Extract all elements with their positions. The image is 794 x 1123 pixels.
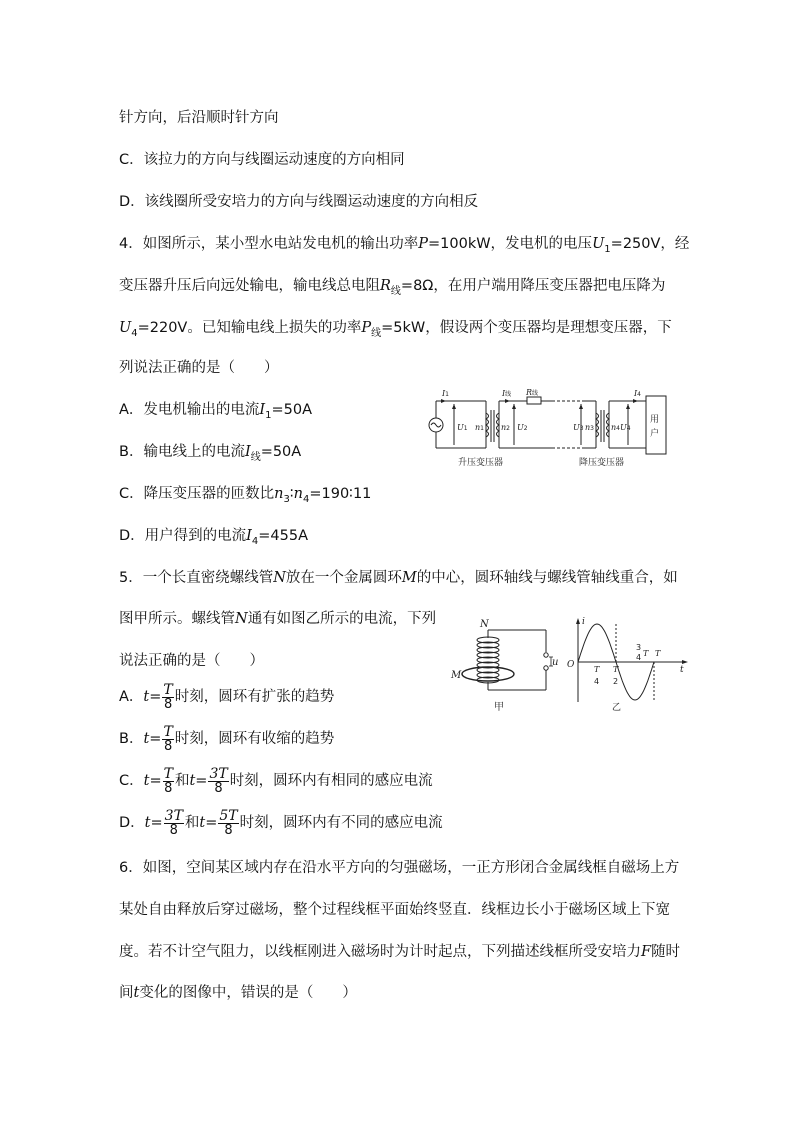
svg-text:户: 户 — [650, 429, 660, 439]
svg-text:T: T — [594, 665, 600, 674]
q4-stem-line3: $U_4=220V$。已知输电线上损失的功率$P_线=5kW$，假设两个变压器均是理想变压器，下 — [119, 320, 672, 339]
q4-stem-line1: 4．如图所示，某小型水电站发电机的输出功率P=100kW，发电机的电压$U_1=250V$，经 — [119, 236, 690, 255]
q3-line-cont: 针方向，后沿顺时针方向 — [119, 110, 279, 126]
svg-text:T: T — [655, 649, 661, 658]
svg-text:2: 2 — [613, 677, 619, 686]
svg-text:O: O — [567, 660, 575, 670]
svg-text:甲: 甲 — [494, 702, 504, 713]
svg-text:n3: n3 — [585, 423, 594, 432]
q4-option-a[interactable]: A．发电机输出的电流$I_1=50A$ — [119, 402, 313, 421]
svg-text:乙: 乙 — [612, 703, 622, 713]
svg-text:I4: I4 — [634, 389, 641, 398]
q4-transmission-circuit-diagram — [424, 386, 672, 470]
svg-text:n2: n2 — [501, 423, 510, 432]
q5-stem-line2: 图甲所示。螺线管N通有如图乙所示的电流，下列 — [119, 611, 437, 627]
svg-text:U2: U2 — [517, 423, 528, 432]
q4-stem-line2: 变压器升压后向远处输电，输电线总电阻$R_线=8\Omega$，在用户端用降压变压器把电压降为 — [119, 278, 666, 297]
q6-stem-line4: 间t变化的图像中，错误的是（ ） — [119, 985, 357, 1001]
svg-text:U4: U4 — [620, 423, 631, 432]
svg-text:N: N — [480, 619, 489, 630]
q3-option-d[interactable]: D．该线圈所受安培力的方向与线圈运动速度的方向相反 — [119, 194, 479, 210]
svg-text:升压变压器: 升压变压器 — [458, 458, 504, 468]
svg-text:3: 3 — [636, 643, 642, 652]
svg-text:4: 4 — [636, 653, 642, 662]
q5-option-d[interactable]: D．t= $\frac{3T}{8}$ 和t= $\frac{5T}{8}$ 时刻，圆环内有不同的感应电流 — [119, 807, 443, 838]
svg-text:用: 用 — [650, 415, 660, 425]
svg-text:T: T — [643, 649, 649, 658]
svg-text:I1: I1 — [442, 389, 449, 398]
svg-text:i: i — [582, 617, 585, 627]
q5-stem-line1: 5．一个长直密绕螺线管N放在一个金属圆环M的中心，圆环轴线与螺线管轴线重合，如 — [119, 570, 678, 586]
q5-solenoid-ring-diagram — [448, 616, 560, 716]
q4-option-b[interactable]: B．输电线上的电流$I_线=50A$ — [119, 444, 302, 463]
q6-stem-line3: 度。若不计空气阻力，以线框刚进入磁场时为计时起点，下列描述线框所受安培力F随时 — [119, 944, 681, 960]
q3-option-c[interactable]: C．该拉力的方向与线圈运动速度的方向相同 — [119, 152, 405, 168]
q6-stem-line2: 某处自由释放后穿过磁场，整个过程线框平面始终竖直．线框边长小于磁场区域上下宽 — [119, 902, 670, 918]
svg-text:T: T — [613, 665, 619, 674]
svg-text:I线: I线 — [502, 389, 512, 398]
q5-option-c[interactable]: C．t= $\frac{T}{8}$ 和t= $\frac{3T}{8}$ 时刻，圆环内有相同的感应电流 — [119, 765, 433, 796]
svg-text:t: t — [680, 665, 684, 675]
q5-current-time-graph — [564, 614, 692, 716]
q5-stem-line3: 说法正确的是（ ） — [119, 653, 264, 669]
svg-text:U1: U1 — [457, 423, 468, 432]
q5-option-a[interactable]: A．t= $\frac{T}{8}$ 时刻，圆环有扩张的趋势 — [119, 681, 335, 712]
svg-text:u: u — [552, 657, 559, 668]
svg-text:n4: n4 — [611, 423, 620, 432]
svg-text:n1: n1 — [475, 423, 484, 432]
q6-stem-line1: 6．如图，空间某区域内存在沿水平方向的匀强磁场，一正方形闭合金属线框自磁场上方 — [119, 860, 680, 876]
svg-text:U3: U3 — [573, 423, 584, 432]
q4-option-c[interactable]: C．降压变压器的匝数比$n_3∶n_4=190∶11$ — [119, 486, 372, 505]
svg-text:M: M — [451, 670, 462, 681]
q4-stem-line4: 列说法正确的是（ ） — [119, 360, 279, 376]
q4-option-d[interactable]: D．用户得到的电流$I_4=455A$ — [119, 528, 309, 547]
q5-option-b[interactable]: B．t= $\frac{T}{8}$ 时刻，圆环有收缩的趋势 — [119, 723, 335, 754]
svg-text:降压变压器: 降压变压器 — [579, 458, 625, 468]
svg-text:4: 4 — [594, 677, 600, 686]
svg-text:R线: R线 — [526, 388, 539, 397]
